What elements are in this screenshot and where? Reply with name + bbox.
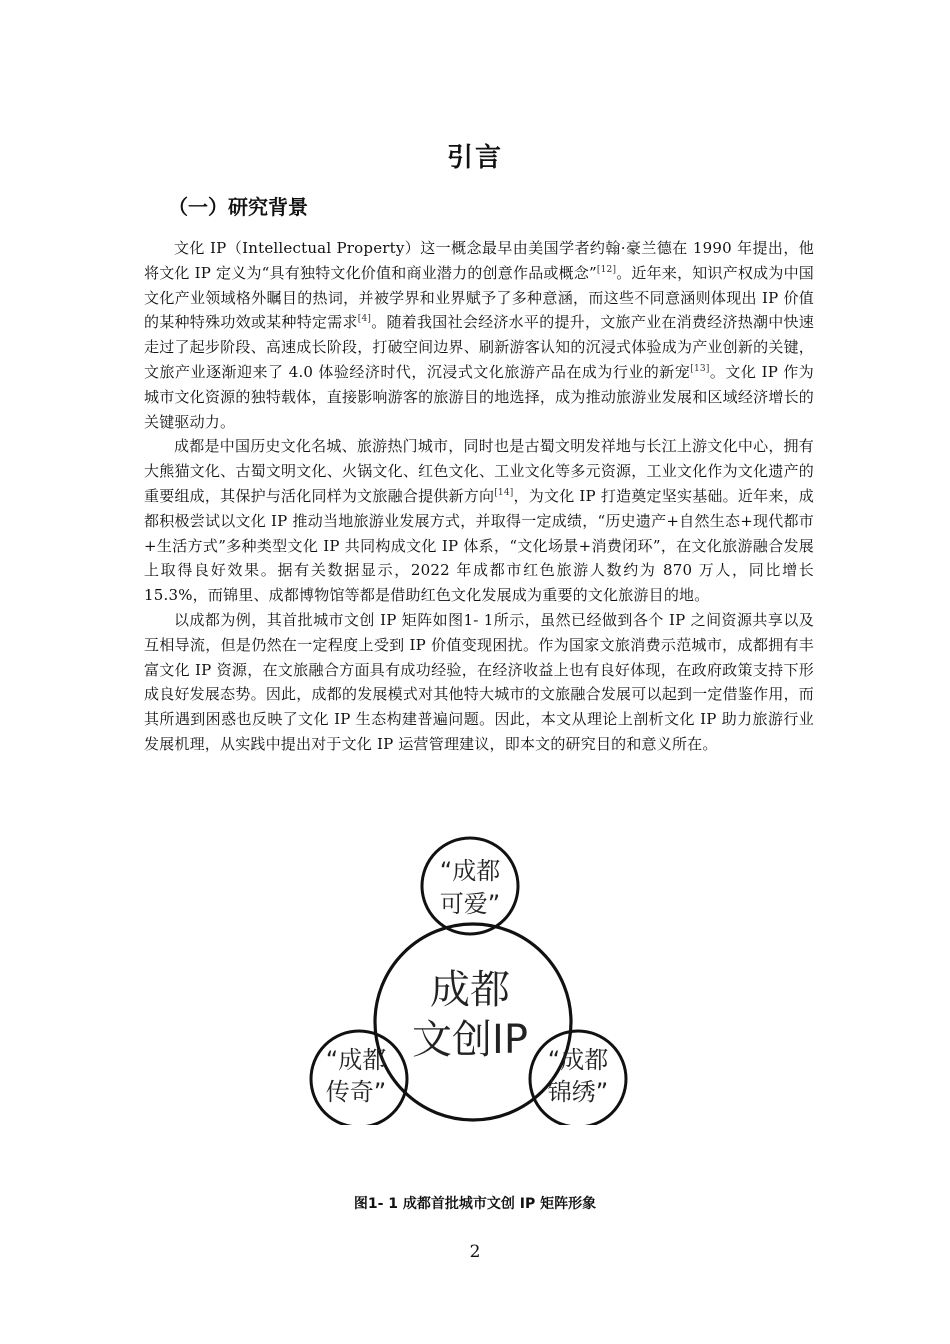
body-text <box>144 236 814 757</box>
paragraph-text: ，为文化 IP 打造奠定坚实基础。近年来，成都积极尝试以文化 IP 推动当地旅游业发展方式，并取得一定成绩，“历史遗产+自然生态+现代都市+生活方式”多种类型文化 IP 共同构成文化 IP 体系，“文化场景+消费闭环”，在文化旅游融合发展上取得良好效果。据有关数据显示，2022 年成都市红色旅游人数约为 870 万人，同比增长 15.3%，而锦里、成都博物馆等都是借助红色文化发展成为重要的文化旅游目的地。 <box>144 486 814 605</box>
page-title: 引言 <box>446 143 503 173</box>
body-paragraph <box>144 434 814 608</box>
center-label-line1: 成都 <box>430 967 510 1013</box>
citation-ref: [12] <box>596 264 617 275</box>
left-label-line2: 传奇” <box>325 1078 387 1106</box>
ip-matrix-figure <box>300 835 650 1125</box>
paragraph-text: 文化 IP（Intellectual Property）这一概念最早由美国学者约翰·豪兰德在 1990 年提出，他将文化 IP 定义为“具有独特文化价值和商业潜力的创意作品或概念” <box>144 239 814 282</box>
section-heading: （一）研究背景 <box>168 195 308 219</box>
citation-ref: [4] <box>357 314 372 325</box>
right-label-line1: “成都 <box>547 1046 609 1074</box>
body-paragraph <box>144 608 814 757</box>
citation-ref: [14] <box>494 487 514 498</box>
top-label-line1: “成都 <box>439 857 501 885</box>
paragraph-text: 以成都为例，其首批城市文创 IP 矩阵如图1- 1所示，虽然已经做到各个 IP 之间资源共享以及互相导流，但是仍然在一定程度上受到 IP 价值变现困扰。作为国家文旅消费示范城市，成都拥有丰富文化 IP 资源，在文旅融合方面具有成功经验，在经济收益上也有良好体现，在政府政策支持下形成良好发展态势。因此，成都的发展模式对其他特大城市的文旅融合发展可以起到一定借鉴作用，而其所遇到困惑也反映了文化 IP 生态构建普遍问题。因此，本文从理论上剖析文化 IP 助力旅游行业发展机理，从实践中提出对于文化 IP 运营管理建议，即本文的研究目的和意义所在。 <box>144 610 814 753</box>
top-circle <box>422 838 518 934</box>
top-label-line2: 可爱” <box>439 890 501 918</box>
body-paragraph <box>144 236 814 434</box>
paragraph-text: 。随着我国社会经济水平的提升，文旅产业在消费经济热潮中快速走过了起步阶段、高速成长阶段，打破空间边界、刷新游客认知的沉浸式体验成为产业创新的关键，文旅产业逐渐迎来了 4.0 体验经济时代，沉浸式文化旅游产品在成为行业的新宠 <box>144 313 814 381</box>
paragraph-text: 。近年来，知识产权成为中国文化产业领域格外瞩目的热词，并被学界和业界赋予了多种意涵，而这些不同意涵则体现出 IP 价值的某种特殊功效或某种特定需求 <box>144 263 814 332</box>
paragraph-text: 成都是中国历史文化名城、旅游热门城市，同时也是古蜀文明发祥地与长江上游文化中心，拥有大熊猫文化、古蜀文明文化、火锅文化、红色文化、工业文化等多元资源，工业文化作为文化遗产的重要组成，其保护与活化同样为文旅融合提供新方向 <box>144 437 814 505</box>
left-label-line1: “成都 <box>325 1046 387 1074</box>
page-number: 2 <box>469 1242 481 1262</box>
paragraph-text: 。文化 IP 作为城市文化资源的独特载体，直接影响游客的旅游目的地选择，成为推动旅游业发展和区域经济增长的关键驱动力。 <box>144 362 814 431</box>
center-label-line2: 文创IP <box>412 1017 528 1063</box>
citation-ref: [13] <box>690 363 710 374</box>
right-label-line2: 锦绣” <box>547 1078 609 1106</box>
figure-caption: 图1- 1 成都首批城市文创 IP 矩阵形象 <box>353 1196 597 1212</box>
